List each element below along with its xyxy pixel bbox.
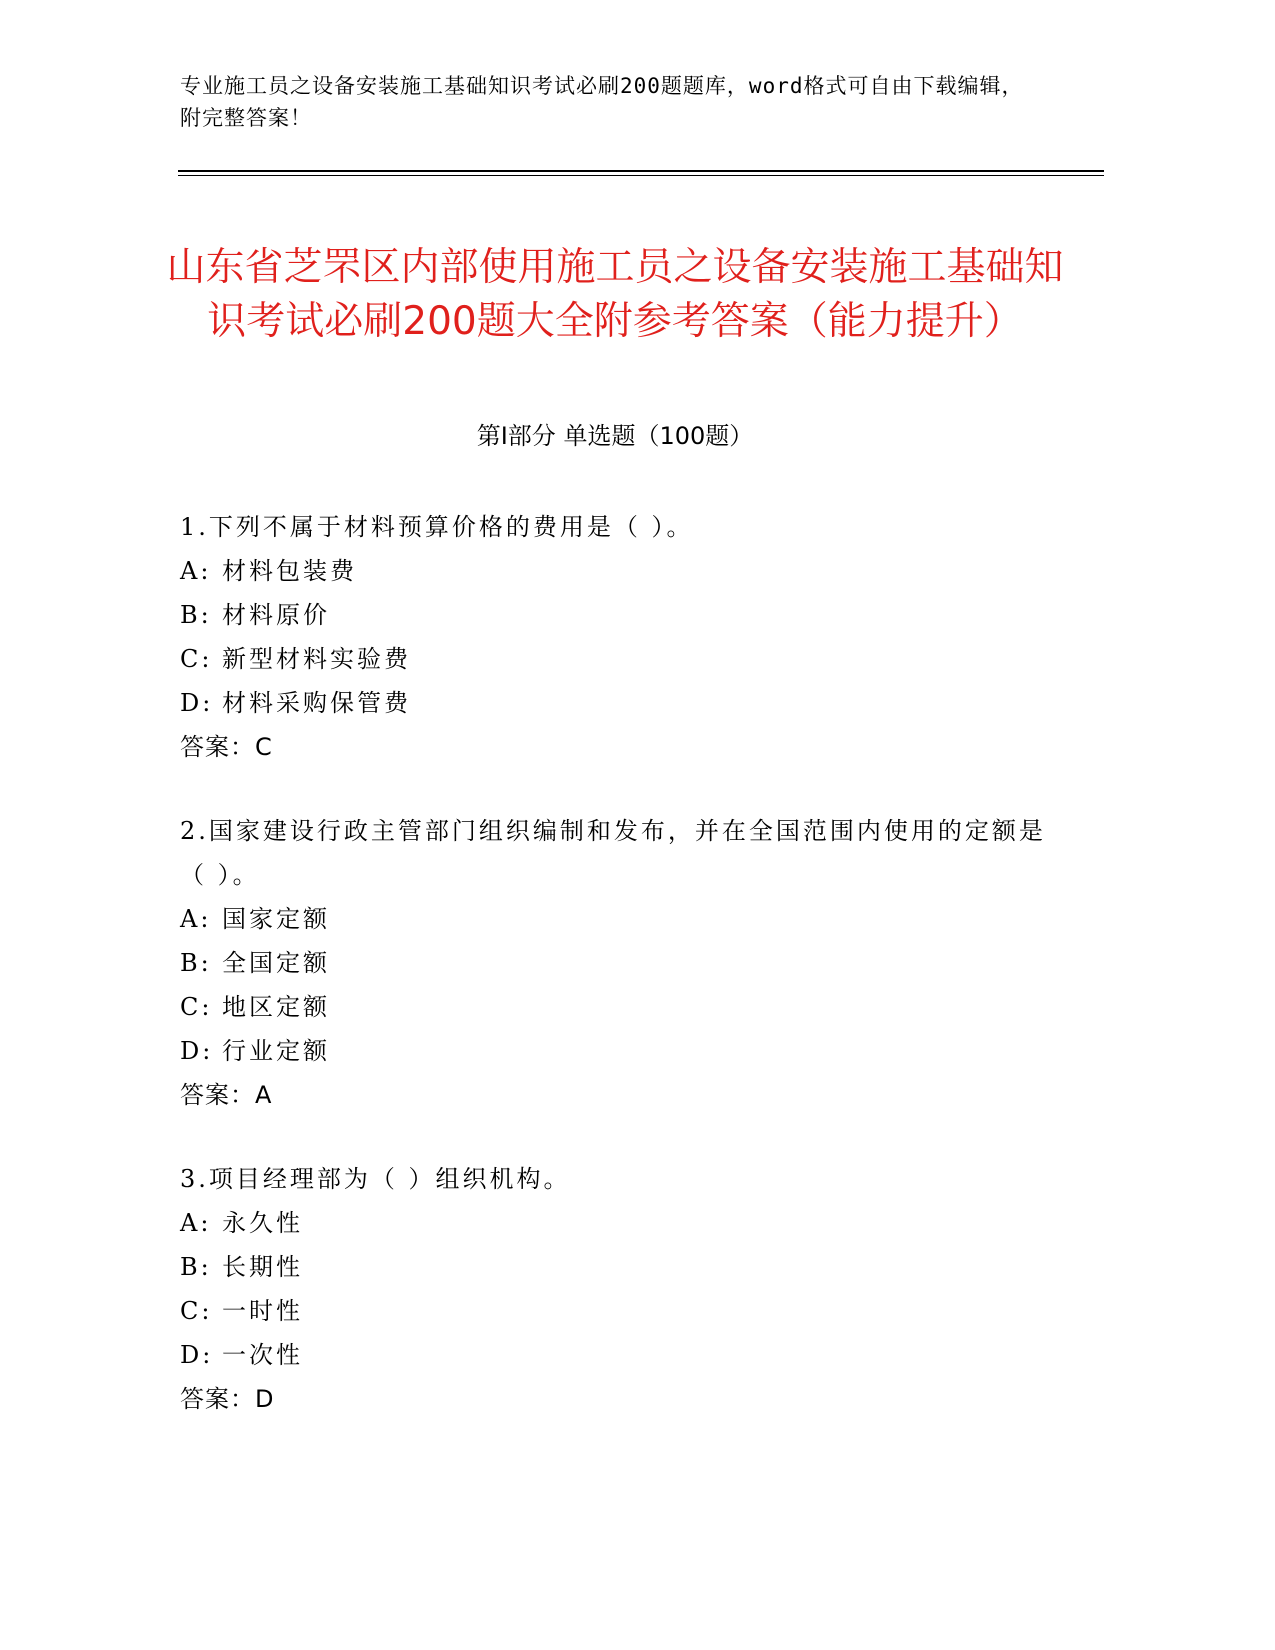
option-key: A: (180, 557, 212, 585)
option-key: B: (180, 949, 212, 977)
option-text: 全国定额 (222, 949, 330, 977)
option-key: D: (180, 1341, 214, 1369)
option-c (180, 637, 1050, 681)
document-title: 山东省芝罘区内部使用施工员之设备安装施工基础知识考试必刷200题大全附参考答案（能力提升） (166, 245, 1064, 345)
question-3 (180, 1157, 1050, 1421)
option-a (180, 549, 1050, 593)
option-text: 一次性 (222, 1341, 303, 1369)
option-text: 永久性 (222, 1209, 303, 1237)
option-text: 行业定额 (222, 1037, 330, 1065)
option-key: D: (180, 1037, 214, 1065)
section-title: 第Ⅰ部分 单选题（100题） (476, 422, 754, 450)
question-stem: 2.国家建设行政主管部门组织编制和发布，并在全国范围内使用的定额是（ ）。 (180, 817, 1046, 889)
option-key: A: (180, 905, 212, 933)
answer-line: 答案：C (180, 733, 273, 761)
option-key: A: (180, 1209, 212, 1237)
option-text: 材料包装费 (222, 557, 357, 585)
option-b (180, 941, 1050, 985)
answer-line: 答案：A (180, 1081, 273, 1109)
option-text: 新型材料实验费 (222, 645, 411, 673)
option-text: 一时性 (222, 1297, 303, 1325)
option-text: 长期性 (222, 1253, 303, 1281)
option-b (180, 593, 1050, 637)
question-stem: 1.下列不属于材料预算价格的费用是（ ）。 (180, 513, 694, 541)
option-d (180, 1029, 1050, 1073)
option-key: B: (180, 1253, 212, 1281)
option-d (180, 1333, 1050, 1377)
option-a (180, 897, 1050, 941)
option-key: C: (180, 1297, 213, 1325)
option-d (180, 681, 1050, 725)
question-2 (180, 809, 1050, 1117)
header-note: 专业施工员之设备安装施工基础知识考试必刷200题题库，word格式可自由下载编辑，附完整答案！ (180, 74, 1024, 130)
answer-line: 答案：D (180, 1385, 275, 1413)
option-text: 地区定额 (222, 993, 330, 1021)
header-divider-thin (178, 175, 1104, 176)
option-c (180, 1289, 1050, 1333)
option-key: C: (180, 645, 213, 673)
option-text: 材料采购保管费 (222, 689, 411, 717)
option-key: B: (180, 601, 212, 629)
option-key: C: (180, 993, 213, 1021)
option-text: 材料原价 (222, 601, 330, 629)
option-text: 国家定额 (222, 905, 330, 933)
option-a (180, 1201, 1050, 1245)
question-1 (180, 505, 1050, 769)
header-divider-thick (178, 170, 1104, 172)
option-b (180, 1245, 1050, 1289)
question-list (180, 505, 1050, 1461)
question-stem: 3.项目经理部为（ ）组织机构。 (180, 1165, 571, 1193)
option-key: D: (180, 689, 214, 717)
option-c (180, 985, 1050, 1029)
